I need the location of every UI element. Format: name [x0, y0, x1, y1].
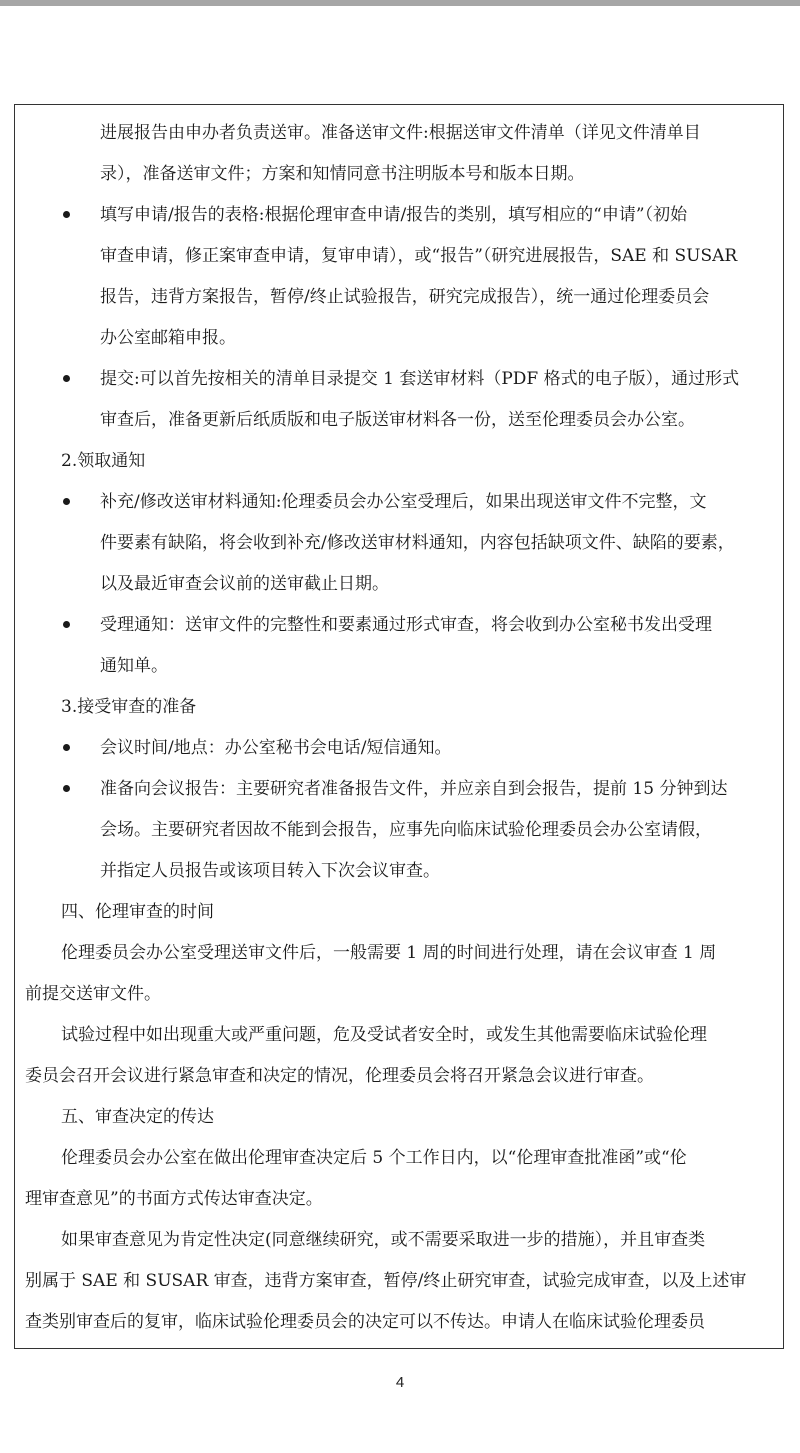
section-heading: 3.接受审查的准备	[61, 697, 197, 717]
text-line: 进展报告由申办者负责送审。准备送审文件:根据送审文件清单（详见文件清单目	[100, 123, 701, 143]
text-line: 委员会召开会议进行紧急审查和决定的情况，伦理委员会将召开紧急会议进行审查。	[25, 1066, 654, 1086]
text-line: 办公室邮箱申报。	[100, 328, 236, 348]
text-line: 审查后，准备更新后纸质版和电子版送审材料各一份，送至伦理委员会办公室。	[100, 410, 695, 430]
section-heading: 2.领取通知	[61, 451, 146, 471]
text-line: 前提交送审文件。	[25, 984, 161, 1004]
text-line: 录），准备送审文件；方案和知情同意书注明版本号和版本日期。	[100, 164, 585, 184]
section-heading: 四、伦理审查的时间	[61, 902, 214, 922]
text-line: 受理通知：送审文件的完整性和要素通过形式审查，将会收到办公室秘书发出受理	[100, 615, 712, 635]
text-line: 试验过程中如出现重大或严重问题，危及受试者安全时，或发生其他需要临床试验伦理	[61, 1025, 707, 1045]
text-line: 通知单。	[100, 656, 168, 676]
text-line: 会议时间/地点：办公室秘书会电话/短信通知。	[100, 738, 452, 758]
text-line: 报告，违背方案报告，暂停/终止试验报告，研究完成报告），统一通过伦理委员会	[100, 287, 710, 307]
text-line: 并指定人员报告或该项目转入下次会议审查。	[100, 861, 440, 881]
text-line: 如果审查意见为肯定性决定(同意继续研究，或不需要采取进一步的措施），并且审查类	[61, 1230, 706, 1250]
text-line: 会场。主要研究者因故不能到会报告，应事先向临床试验伦理委员会办公室请假，	[100, 820, 712, 840]
text-line: 补充/修改送审材料通知:伦理委员会办公室受理后，如果出现送审文件不完整，文	[100, 492, 707, 512]
text-line: 伦理委员会办公室受理送审文件后，一般需要 1 周的时间进行处理，请在会议审查 1 周	[61, 943, 717, 963]
bullet-icon	[63, 359, 73, 369]
text-line: 填写申请/报告的表格:根据伦理审查申请/报告的类别，填写相应的“申请”（初始	[100, 205, 688, 225]
text-line: 别属于 SAE 和 SUSAR 审查，违背方案审查，暂停/终止研究审查，试验完成审查，以及上述审	[25, 1271, 747, 1291]
section-heading: 五、审查决定的传达	[61, 1107, 214, 1127]
bullet-icon	[63, 195, 73, 205]
top-border	[0, 0, 800, 6]
text-line: 准备向会议报告：主要研究者准备报告文件，并应亲自到会报告，提前 15 分钟到达	[100, 779, 728, 799]
bullet-icon	[63, 728, 73, 738]
text-line: 以及最近审查会议前的送审截止日期。	[100, 574, 389, 594]
text-line: 理审查意见”的书面方式传达审查决定。	[25, 1189, 323, 1209]
bullet-icon	[63, 482, 73, 492]
text-line: 审查申请，修正案审查申请，复审申请），或“报告”（研究进展报告，SAE 和 SUSAR	[100, 246, 738, 266]
bullet-icon	[63, 769, 73, 779]
text-line: 查类别审查后的复审，临床试验伦理委员会的决定可以不传达。申请人在临床试验伦理委员	[25, 1312, 705, 1332]
document-frame	[14, 104, 784, 1349]
text-line: 提交:可以首先按相关的清单目录提交 1 套送审材料（PDF 格式的电子版），通过形式	[100, 369, 740, 389]
bullet-icon	[63, 605, 73, 615]
page-number: 4	[395, 1374, 405, 1391]
text-line: 伦理委员会办公室在做出伦理审查决定后 5 个工作日内，以“伦理审查批准函”或“伦	[61, 1148, 687, 1168]
text-line: 件要素有缺陷，将会收到补充/修改送审材料通知，内容包括缺项文件、缺陷的要素，	[100, 533, 735, 553]
